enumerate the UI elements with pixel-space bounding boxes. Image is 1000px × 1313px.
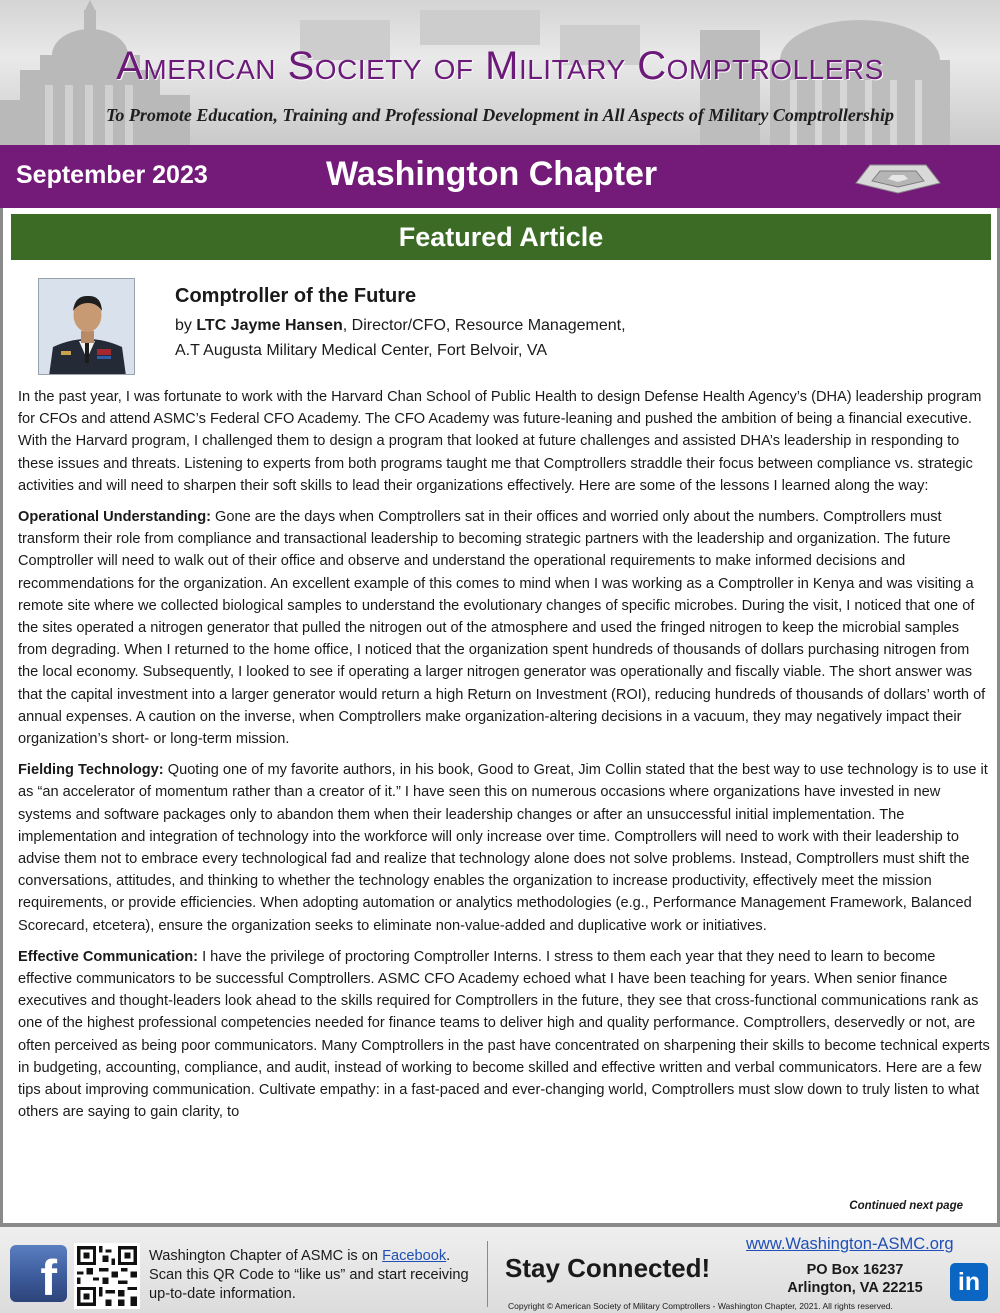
masthead bbox=[0, 0, 1000, 145]
section-text: Gone are the days when Comptrollers sat in their offices and worried only about the numbers. Comptrollers must transform their role from compliance and transactional leadership to becoming strategic partners with the leadership and organization. The future Comptroller will need to walk out of their office and observe and understand the operational requirements to make informed decisions and recommendations for the organization. An excellent example of this comes to mind when I was working as a Comptroller in Kenya and was visiting a remote site where we collected biological samples to understand the evolutionary changes of specific microbes. During the visit, I noticed that one of the sites operated a nitrogen generator that pulled the nitrogen out of the atmosphere and used the fringed nitrogen to keep the microbial samples from degrading. When I returned to the home office, I noticed that the organization spent hundreds of thousands of dollars purchasing nitrogen from the local economy. Subsequently, I looked to see if operating a larger nitrogen generator was operationally and fiscally viable. The short answer was that the capital investment into a larger generator would return a high Return on Investment (ROI), reducing hundreds of thousands of dollars’ worth of annual expenses. A caution on the inverse, when Comptrollers make organization-altering decisions in a vacuum, they may negatively impact their organization’s short- or long-term mission. bbox=[18, 509, 986, 748]
footer-divider bbox=[487, 1241, 488, 1307]
article-title: Comptroller of the Future bbox=[175, 285, 417, 307]
facebook-line-suffix: . bbox=[446, 1248, 451, 1264]
article-section bbox=[18, 506, 990, 750]
article-section bbox=[18, 946, 990, 1124]
qr-instructions: Scan this QR Code to “like us” and start receiving up-to-date information. bbox=[149, 1267, 469, 1302]
article-intro: In the past year, I was fortunate to work with the Harvard Chan School of Public Health to design Defense Health Agency’s (DHA) leadership program for CFOs and attend ASMC’s Federal CFO Academy. The CFO Academy was future-leaning and pushed the ambition of being a financial executive. With the Harvard program, I challenged them to design a program that looked at future challenges and assisted DHA’s leadership in responding to these issues and threats. Listening to experts from both programs taught me that Comptrollers straddle their focus between compliance vs. strategic activities and will need to sharpen their soft skills to lead their organizations effectively. Here are some of the lessons I learned along the way: bbox=[18, 389, 982, 494]
section-text: I have the privilege of proctoring Comptroller Interns. I stress to them each year that they need to learn to become effective communicators to be successful Comptrollers. ASMC CFO Academy echoed what I have been teaching for years. When senior finance executives and thought-leaders look ahead to the skills required for Comptrollers in the future, they see that cross-functional communications rank as one of the highest professional competencies needed for finance teams to deliver high and quality performance. Comptrollers, deservedly or not, are often perceived as being poor communicators. Many Comptrollers in the past have concentrated on sharpening their skills to become technical experts in budgeting, accounting, compliance, and audit, instead of working to become skilled and effective written and verbal communicators. Here are a few tips about improving communication. Cultivate empathy: in a fast-paced and ever-changing world, Comptrollers must slow down to truly listen to what others are saying to gain clarity, to bbox=[18, 948, 990, 1121]
issue-banner bbox=[0, 145, 1000, 208]
facebook-promo-text bbox=[149, 1247, 484, 1304]
facebook-line-prefix: Washington Chapter of ASMC is on bbox=[149, 1248, 383, 1264]
author-location: A.T Augusta Military Medical Center, Fort Belvoir, VA bbox=[175, 342, 547, 359]
author-name: LTC Jayme Hansen bbox=[196, 317, 343, 334]
website-link[interactable]: www.Washington-ASMC.org bbox=[746, 1235, 954, 1253]
footer bbox=[0, 1223, 1000, 1313]
stay-connected-heading: Stay Connected! bbox=[505, 1253, 711, 1283]
organization-title: American Society of Military Comptrollers bbox=[116, 44, 884, 88]
mailing-address bbox=[770, 1261, 940, 1297]
section-heading: Effective Communication: bbox=[18, 948, 199, 965]
issue-date: September 2023 bbox=[16, 161, 208, 189]
copyright-notice: Copyright © American Society of Military Comptrollers - Washington Chapter, 2021. All rights reserved. bbox=[508, 1301, 893, 1311]
qr-code-icon[interactable] bbox=[74, 1243, 140, 1309]
author-portrait-image bbox=[39, 279, 135, 375]
chapter-name: Washington Chapter bbox=[326, 155, 658, 193]
author-role: , Director/CFO, Resource Management, bbox=[342, 317, 626, 334]
section-text: Quoting one of my favorite authors, in his book, Good to Great, Jim Collin stated that the best way to use technology is to use it as “an accelerator of momentum rather than a creator of it.” I have seen this on numerous occasions where organizations have invested in new systems and software packages only to abandon them when their leadership changes or after an unsuccessful initial implementation. The implementation and integration of technology into the workforce will only increase over time. Comptrollers will need to work with their leadership to advise them not to embrace every technological fad and realize that technology alone does not solve problems. Instead, Comptrollers must shift the conversations, attitudes, and thinking to whether the technology enables the organization to increase productivity, effectively meet the mission requirements, or provide efficiencies. When adopting automation or analytics methodologies (e.g., Performance Management Framework, Balanced Scorecard, etcetera), ensure the organization seeks to eliminate non-value-added and duplicative work or initiatives. bbox=[18, 762, 988, 934]
facebook-icon[interactable]: f bbox=[10, 1245, 67, 1302]
continued-next-page: Continued next page bbox=[849, 1200, 963, 1212]
author-photo bbox=[38, 278, 135, 375]
article-frame bbox=[0, 208, 1000, 1223]
section-heading: Fielding Technology: bbox=[18, 762, 164, 779]
organization-tagline: To Promote Education, Training and Professional Development in All Aspects of Military Comptrollership bbox=[106, 105, 894, 125]
article-section bbox=[18, 759, 990, 937]
city-state-zip: Arlington, VA 22215 bbox=[787, 1280, 923, 1296]
pentagon-building-icon bbox=[850, 159, 946, 195]
section-heading: Operational Understanding: bbox=[18, 509, 211, 526]
featured-article-heading: Featured Article bbox=[11, 214, 991, 260]
article-body bbox=[18, 386, 990, 1133]
facebook-link[interactable]: Facebook bbox=[382, 1248, 447, 1264]
po-box: PO Box 16237 bbox=[806, 1262, 904, 1278]
linkedin-icon[interactable]: in bbox=[950, 1263, 988, 1301]
byline-prefix: by bbox=[175, 317, 197, 334]
article-byline bbox=[175, 313, 626, 363]
